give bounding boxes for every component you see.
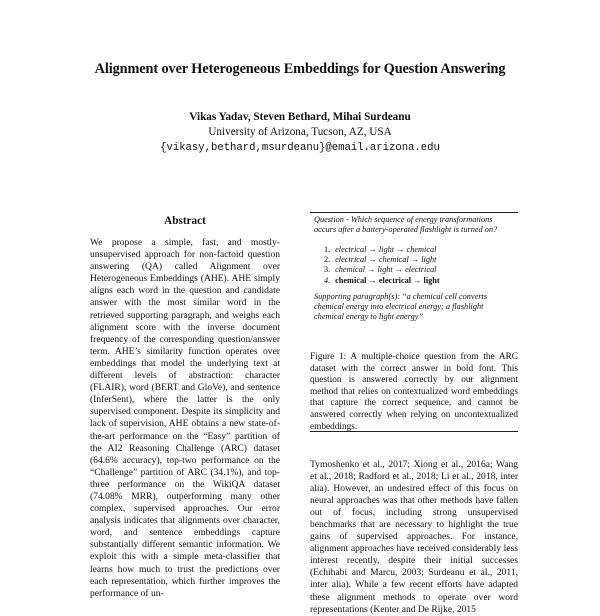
abstract-text: We propose a simple, fast, and mostly-unsupervised approach for non-factoid question answering (QA) called Alignment over Heterogeneous Embeddings (AHE). AHE simply aligns each word in the question and candidate answer with the most similar word in the retrieved supporting paragraph, and weighs each alignment score with the inverse document frequency of the corresponding question/answer term. AHE’s similarity function operates over embeddings that model the underlying text at different levels of abstraction: character (FLAIR), word (BERT and GloVe), and sentence (InferSent), where the latter is the only supervised component. Despite its simplicity and lack of supervision, AHE obtains a new state-of-the-art performance on the “Easy” partition of the AI2 Reasoning Challenge (ARC) dataset (64.6% accuracy), top-two performance on the “Challenge” partition of ARC (34.1%), and top-three performance on the WikiQA dataset (74.08% MRR), outperforming many other complex, supervised approaches. Our error analysis indicates that alignments over character, word, and sentence embeddings capture substantially different semantic information. We exploit this with a simple meta-classifier that learns how much to trust the predictions over each representation, which further improves the performance of un- — [90, 237, 280, 599]
answer-option-correct: 4. chemical → electrical → light — [324, 275, 440, 285]
figure-caption: Figure 1: A multiple-choice question from the ARC dataset with the correct answer in bold font. This question is answered correctly by our alignment method that relies on contextualized word embeddings that capture the correct sequence, and cannot be answered correctly when relying on uncontextualized embeddings. — [310, 352, 518, 432]
support-quote: “a chemical cell converts chemical energy into electrical energy; a flashlight chemical energy to light energy” — [314, 292, 488, 322]
answer-option: 2. electrical → chemical → light — [324, 255, 437, 265]
supporting-paragraph — [314, 292, 514, 323]
paper-title: Alignment over Heterogeneous Embeddings for Question Answering — [94, 61, 506, 77]
affiliation: University of Arizona, Tucson, AZ, USA — [208, 126, 392, 138]
answer-option: 3. chemical → light → electrical — [324, 265, 437, 275]
right-column-text: Tymoshenko et al., 2017; Xiong et al., 2016a; Wang et al., 2018; Radford et al., 2018; Li et al., 2018, inter alia). However, an undesired effect of this focus on neural approaches was that other methods have fallen out of focus, including strong unsupervised benchmarks that are necessary to highlight the true gains of supervised approaches. For instance, alignment approaches have received considerably less interest recently, despite their initial successes (Echihabi and Marcu, 2003; Surdeanu et al., 2011, inter alia). While a few recent efforts have adapted these alignment methods to operate over word representations (Kenter and De Rijke, 2015 — [310, 459, 518, 615]
author-email: {vikasy,bethard,msurdeanu}@email.arizona.edu — [160, 142, 440, 154]
figure-question: Question - Which sequence of energy transformations occurs after a battery-operated flashlight is turned on? — [314, 215, 498, 235]
abstract-heading: Abstract — [164, 215, 206, 227]
answer-option: 1. electrical → light → chemical — [324, 245, 437, 254]
author-list: Vikas Yadav, Steven Bethard, Mihai Surdeanu — [189, 111, 411, 123]
answer-options — [324, 245, 514, 286]
figure-top-rule — [310, 212, 518, 213]
support-label: Supporting paragraph(s): — [314, 292, 400, 301]
